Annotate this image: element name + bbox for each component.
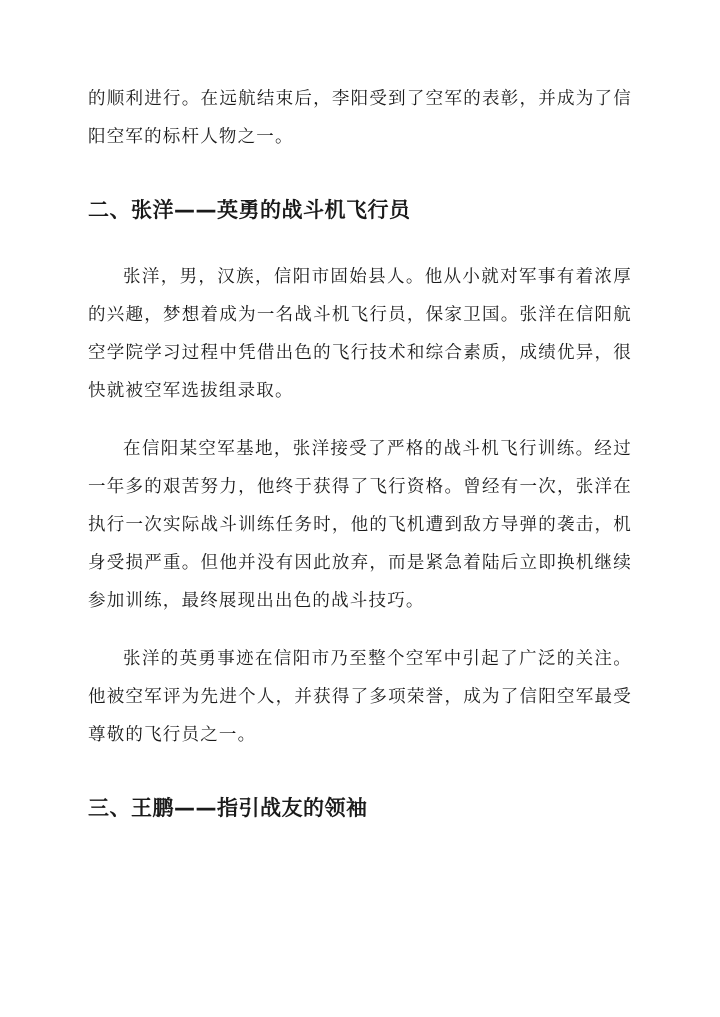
zhang-yang-paragraph-3: 张洋的英勇事迹在信阳市乃至整个空军中引起了广泛的关注。他被空军评为先进个人，并获得了多项荣誉，成为了信阳空军最受尊敬的飞行员之一。: [88, 649, 632, 745]
zhang-yang-paragraph-1: 张洋，男，汉族，信阳市固始县人。他从小就对军事有着浓厚的兴趣，梦想着成为一名战斗机飞行员，保家卫国。张洋在信阳航空学院学习过程中凭借出色的飞行技术和综合素质，成绩优异，很快就被空军选拔组录取。: [88, 267, 632, 401]
section-2-heading: 二、张洋——英勇的战斗机飞行员: [88, 198, 411, 222]
section-3-heading: 三、王鹏——指引战友的领袖: [88, 796, 368, 820]
intro-continuation-paragraph: 的顺利进行。在远航结束后，李阳受到了空军的表彰，并成为了信阳空军的标杆人物之一。: [88, 89, 632, 147]
zhang-yang-paragraph-2: 在信阳某空军基地，张洋接受了严格的战斗机飞行训练。经过一年多的艰苦努力，他终于获得了飞行资格。曾经有一次，张洋在执行一次实际战斗训练任务时，他的飞机遭到敌方导弹的袭击，机身受损严重。但他并没有因此放弃，而是紧急着陆后立即换机继续参加训练，最终展现出出色的战斗技巧。: [88, 439, 632, 611]
